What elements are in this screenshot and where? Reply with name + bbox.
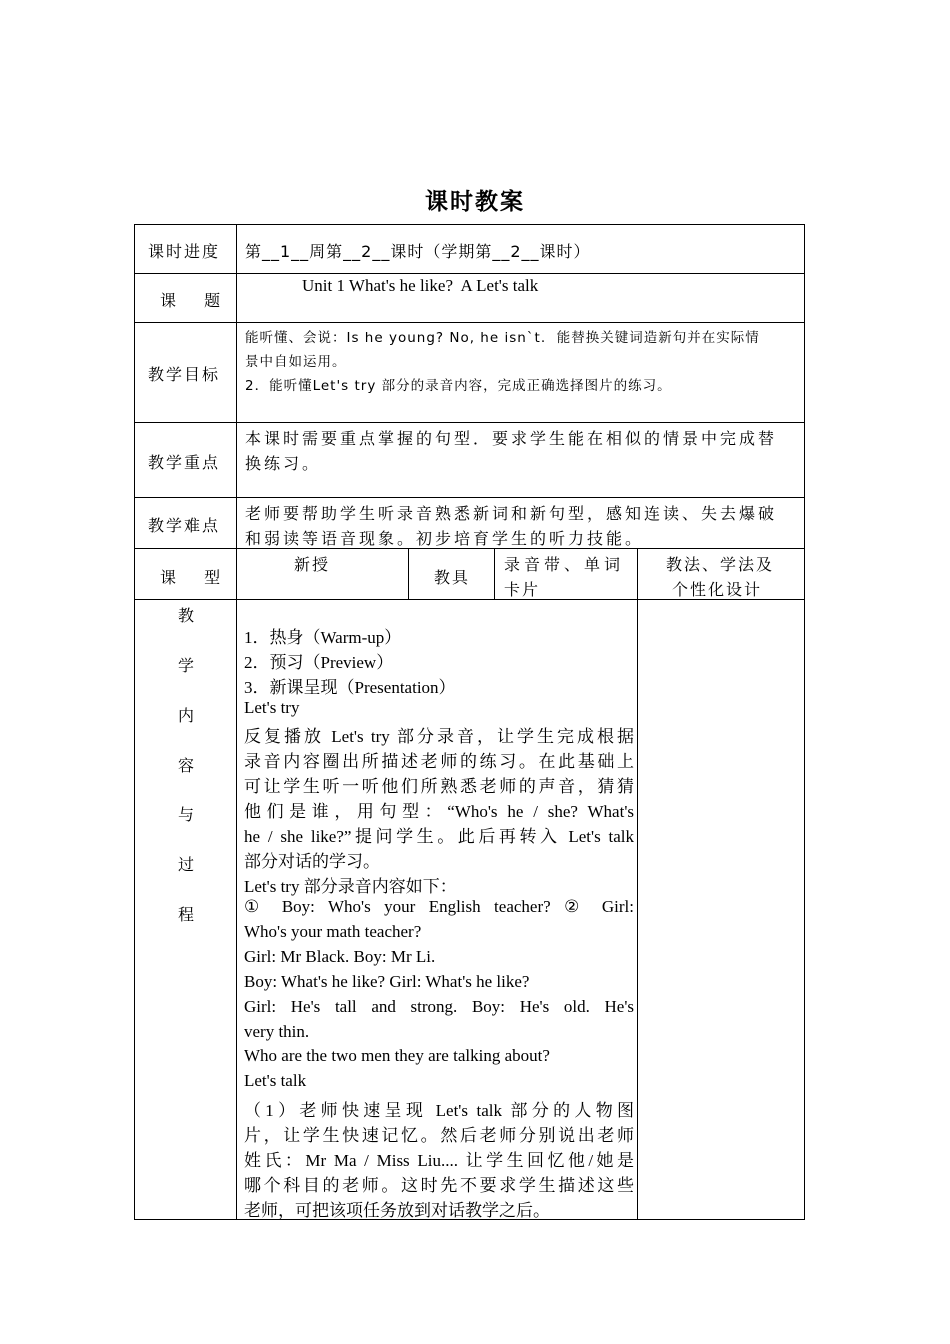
content-line: 2．预习（Preview）: [244, 653, 394, 672]
difficulties-label: 教学难点: [148, 516, 221, 535]
content-line: Girl: Mr Black. Boy: Mr Li.: [244, 947, 436, 966]
method-label-2: 个性化设计: [672, 580, 763, 599]
content-line: Let's try: [244, 698, 300, 717]
content-line: 老师，可把该项任务放到对话教学之后。: [244, 1201, 550, 1220]
keypoints-line-2: 换练习。: [245, 454, 322, 473]
content-line: Boy: What's he like? Girl: What's he like?: [244, 972, 530, 991]
content-line: 片，让学生快速记忆。然后老师分别说出老师: [244, 1126, 634, 1145]
keypoints-line-1: 本课时需要重点掌握的句型．要求学生能在相似的情景中完成替: [245, 429, 778, 448]
type-label: 课 型: [160, 568, 227, 587]
topic-label: 课 题: [160, 291, 227, 310]
tools-label: 教具: [434, 568, 471, 587]
content-label-char-5: 与: [177, 805, 194, 824]
tools-value-1: 录音带、单词: [504, 555, 625, 574]
content-line: very thin.: [244, 1022, 310, 1041]
content-line: 录音内容圈出所描述老师的练习。在此基础上: [244, 752, 634, 771]
objectives-line-3: 2．能听懂Let's try 部分的录音内容，完成正确选择图片的练习。: [245, 378, 672, 394]
content-label-char-7: 程: [177, 905, 194, 924]
difficulties-line-1: 老师要帮助学生听录音熟悉新词和新句型，感知连读、失去爆破: [245, 504, 778, 523]
type-value: 新授: [294, 555, 331, 574]
content-label-char-1: 教: [177, 606, 194, 625]
content-label-char-6: 过: [177, 855, 194, 874]
cell-method-value: [637, 599, 805, 1220]
content-line: 姓氏：Mr Ma / Miss Liu.... 让学生回忆他/她是: [244, 1151, 634, 1170]
content-line: he / she like?”提问学生。此后再转入 Let's talk: [244, 827, 634, 846]
content-label-char-3: 内: [177, 706, 194, 725]
content-line: Who's your math teacher?: [244, 922, 422, 941]
objectives-line-1: 能听懂、会说：Is he young? No, he isn`t. 能替换关键词造新句并在实际情: [245, 330, 760, 346]
content-line: 部分对话的学习。: [244, 852, 380, 871]
difficulties-line-2: 和弱读等语音现象。初步培育学生的听力技能。: [245, 529, 645, 548]
tools-value-2: 卡片: [504, 580, 541, 599]
progress-label: 课时进度: [148, 242, 221, 261]
content-line: Let's talk: [244, 1071, 307, 1090]
keypoints-label: 教学重点: [148, 453, 221, 472]
topic-value: Unit 1 What's he like? A Let's talk: [302, 276, 539, 295]
content-line: 哪个科目的老师。这时先不要求学生描述这些: [244, 1176, 634, 1195]
content-label-char-4: 容: [177, 756, 194, 775]
objectives-label: 教学目标: [148, 365, 221, 384]
content-line: 他们是谁，用句型：“Who's he / she? What's: [244, 802, 634, 821]
content-line: Let's try 部分录音内容如下：: [244, 877, 457, 896]
progress-value: 第__1__周第__2__课时（学期第__2__课时）: [245, 242, 591, 261]
objectives-line-2: 景中自如运用。: [245, 354, 347, 370]
page-title: 课时教案: [425, 189, 525, 215]
content-line: ① Boy: Who's your English teacher? ② Girl:: [244, 897, 634, 916]
content-line: 反复播放 Let's try 部分录音，让学生完成根据: [244, 727, 634, 746]
content-label-char-2: 学: [177, 656, 194, 675]
content-line: 可让学生听一听他们所熟悉老师的声音，猜猜: [244, 777, 634, 796]
content-line: Girl: He's tall and strong. Boy: He's old. He's: [244, 997, 634, 1016]
content-line: 1．热身（Warm-up）: [244, 628, 402, 647]
method-label-1: 教法、学法及: [666, 555, 775, 574]
content-line: （1）老师快速呈现 Let's talk 部分的人物图: [244, 1101, 634, 1120]
content-line: Who are the two men they are talking about?: [244, 1046, 550, 1065]
content-line: 3．新课呈现（Presentation）: [244, 678, 456, 697]
